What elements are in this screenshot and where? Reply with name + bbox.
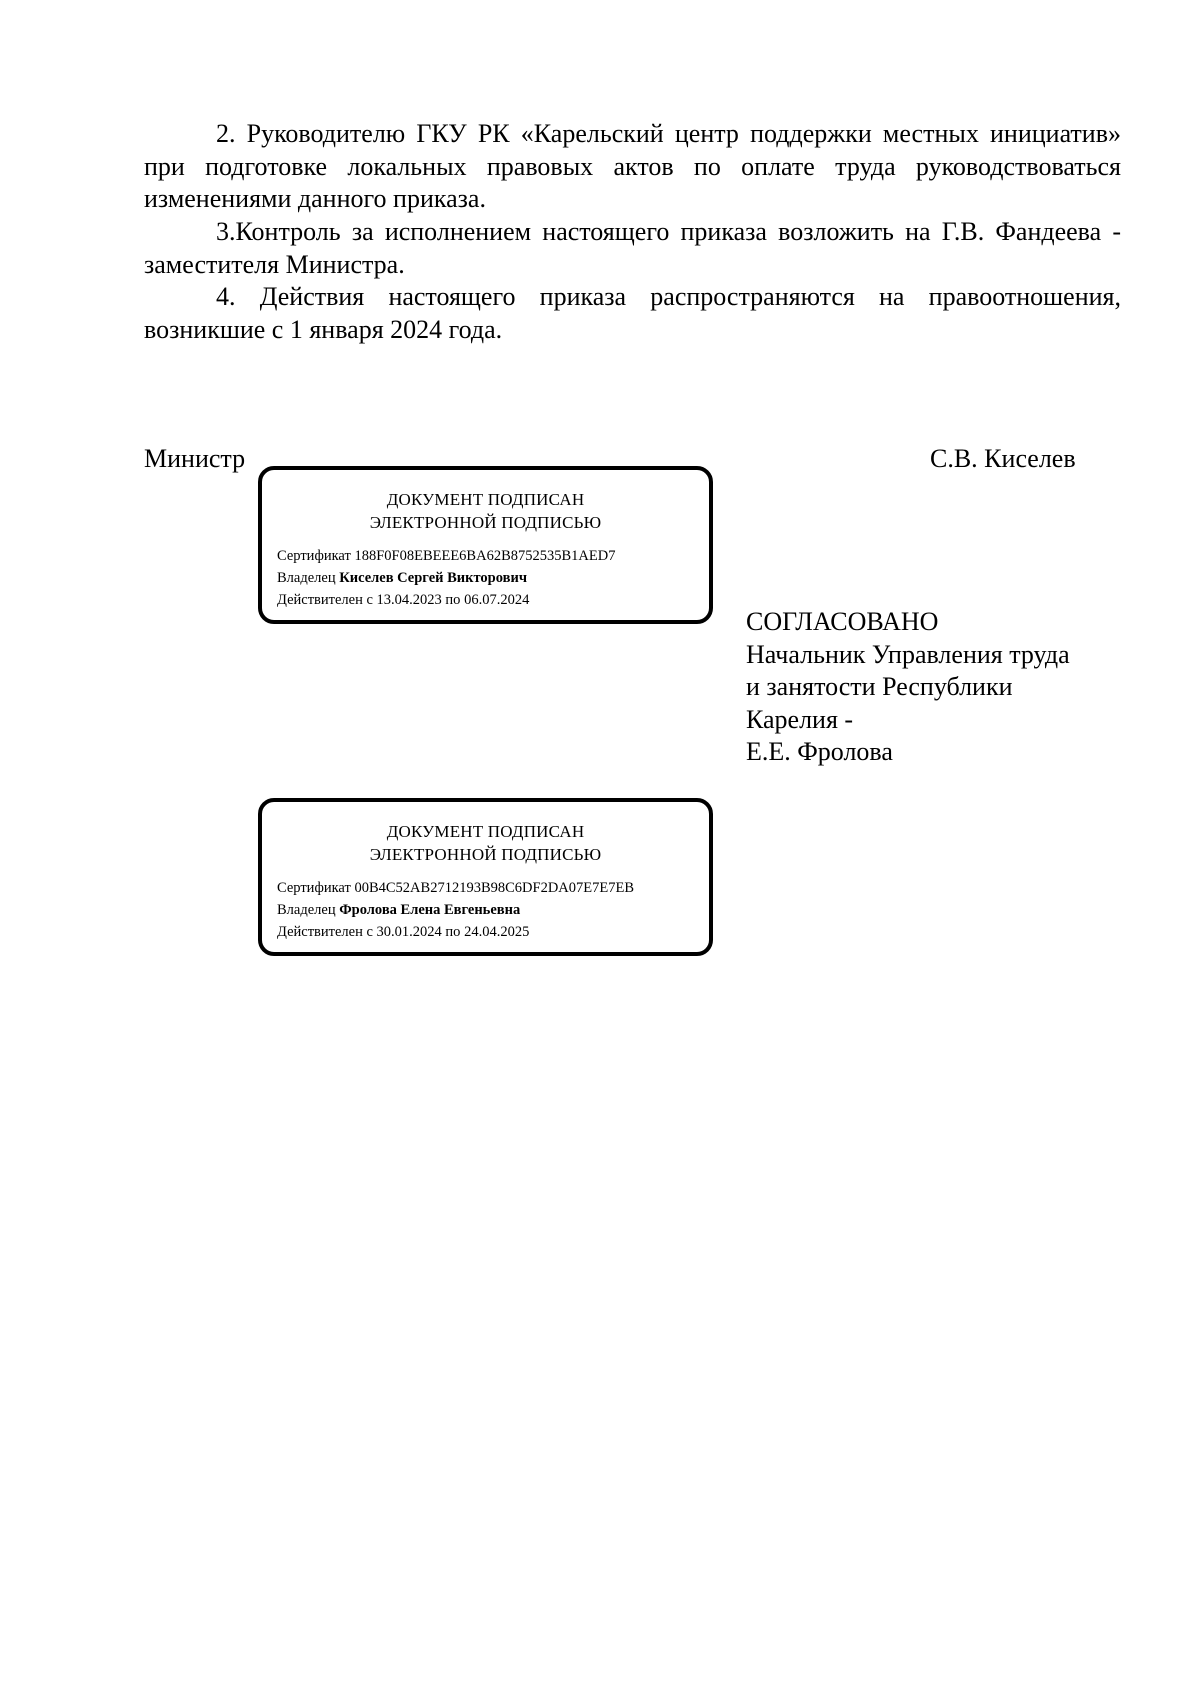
validity-label: Действителен с (277, 592, 373, 608)
signatory-name: С.В. Киселев (930, 444, 1076, 473)
valid-to: 06.07.2024 (464, 592, 530, 608)
owner-name: Киселев Сергей Викторович (339, 570, 527, 586)
stamp-heading (262, 488, 709, 534)
paragraph-4 (144, 281, 1121, 346)
paragraph-3 (144, 216, 1121, 281)
valid-from: 30.01.2024 (376, 924, 442, 940)
validity-to-label: по (445, 592, 461, 608)
stamp-owner-row (277, 899, 709, 921)
approval-line-2: и занятости Республики (746, 672, 1013, 701)
approval-heading: СОГЛАСОВАНО (746, 607, 939, 636)
stamp-heading-line2: ЭЛЕКТРОННОЙ ПОДПИСЬЮ (369, 845, 602, 864)
certificate-number: 00B4C52AB2712193B98C6DF2DA07E7E7EB (354, 880, 635, 896)
paragraph-4-text: 4. Действия настоящего приказа распространяются на правоотношения, возникшие с 1 января 2024 года. (144, 282, 1121, 344)
certificate-label: Сертификат (277, 880, 351, 896)
certificate-label: Сертификат (277, 548, 351, 564)
approval-line-4: Е.Е. Фролова (746, 737, 893, 766)
paragraph-3-text: 3.Контроль за исполнением настоящего приказа возложить на Г.В. Фандеева - заместителя Министра. (144, 217, 1121, 279)
e-signature-stamp (258, 798, 713, 956)
stamp-validity-row (277, 921, 709, 943)
paragraph-2-text: 2. Руководителю ГКУ РК «Карельский центр поддержки местных инициатив» при подготовке локальных правовых актов по оплате труда руководствоваться изменениями данного приказа. (144, 119, 1121, 213)
stamp-certificate-row (277, 877, 709, 899)
stamp-details (277, 877, 709, 943)
stamp-heading-line1: ДОКУМЕНТ ПОДПИСАН (386, 490, 585, 509)
validity-label: Действителен с (277, 924, 373, 940)
owner-name: Фролова Елена Евгеньевна (339, 902, 521, 918)
paragraph-2 (144, 118, 1121, 216)
approval-block (746, 606, 1070, 769)
e-signature-stamp (258, 466, 713, 624)
validity-to-label: по (445, 924, 461, 940)
approval-line-3: Карелия - (746, 704, 854, 734)
signatory-title: Министр (144, 444, 246, 473)
certificate-number: 188F0F08EBEEE6BA62B8752535B1AED7 (354, 548, 616, 564)
approval-line-1: Начальник Управления труда (746, 639, 1070, 669)
stamp-details (277, 545, 709, 611)
stamp-owner-row (277, 567, 709, 589)
stamp-heading (262, 820, 709, 866)
owner-label: Владелец (277, 902, 336, 918)
valid-to: 24.04.2025 (464, 924, 530, 940)
stamp-heading-line1: ДОКУМЕНТ ПОДПИСАН (386, 822, 585, 841)
stamp-heading-line2: ЭЛЕКТРОННОЙ ПОДПИСЬЮ (369, 513, 602, 532)
valid-from: 13.04.2023 (376, 592, 442, 608)
stamp-validity-row (277, 589, 709, 611)
owner-label: Владелец (277, 570, 336, 586)
stamp-certificate-row (277, 545, 709, 567)
